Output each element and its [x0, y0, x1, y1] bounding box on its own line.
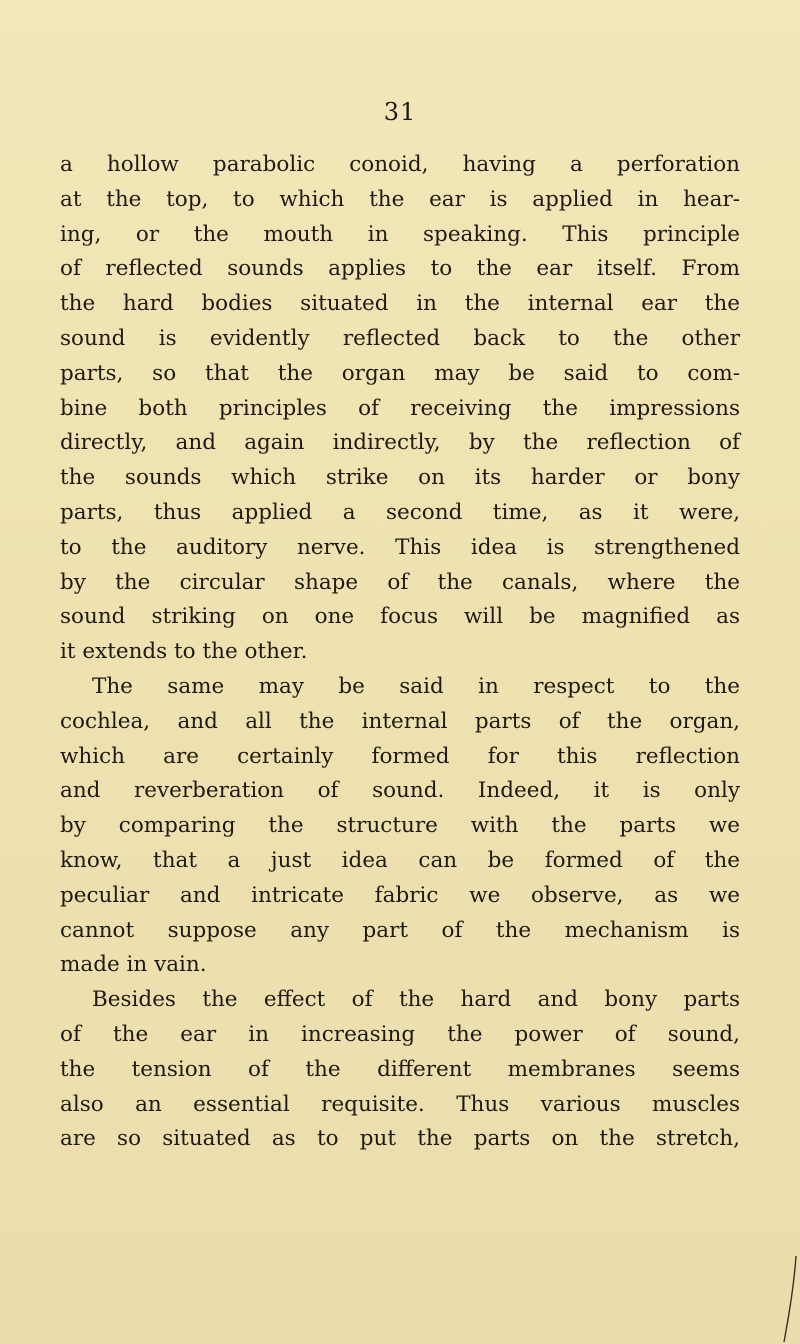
text-line: by comparing the structure with the parts we — [60, 813, 740, 839]
text-line: by the circular shape of the canals, where the — [60, 569, 740, 595]
paragraph-start-line: Besides the effect of the hard and bony parts — [92, 987, 740, 1013]
text-line: sound striking on one focus will be magnified as — [60, 604, 740, 630]
text-line: parts, thus applied a second time, as it were, — [60, 499, 740, 525]
text-line: cochlea, and all the internal parts of the organ, — [60, 708, 740, 734]
text-line: bine both principles of receiving the impressions — [60, 395, 740, 421]
pencil-mark-icon — [780, 1254, 800, 1344]
paragraph-start-line: The same may be said in respect to the — [92, 673, 740, 699]
text-line: to the auditory nerve. This idea is strengthened — [60, 534, 740, 560]
text-line: also an essential requisite. Thus various muscles — [60, 1091, 740, 1117]
text-line: and reverberation of sound. Indeed, it is only — [60, 778, 740, 804]
text-line: know, that a just idea can be formed of the — [60, 847, 740, 873]
text-line: cannot suppose any part of the mechanism is — [60, 917, 740, 943]
text-line: parts, so that the organ may be said to com- — [60, 360, 740, 386]
text-line: ing, or the mouth in speaking. This principle — [60, 221, 740, 247]
text-line: sound is evidently reflected back to the other — [60, 325, 740, 351]
text-line: are so situated as to put the parts on the stretch, — [60, 1126, 740, 1152]
text-line: directly, and again indirectly, by the reflection of — [60, 430, 740, 456]
text-line: a hollow parabolic conoid, having a perforation — [60, 152, 740, 177]
text-line: it extends to the other. — [60, 639, 308, 665]
text-line: the sounds which strike on its harder or bony — [60, 465, 740, 491]
text-line: at the top, to which the ear is applied in hear- — [60, 186, 740, 212]
text-line: peculiar and intricate fabric we observe, as we — [60, 882, 740, 908]
text-line: the tension of the different membranes seems — [60, 1056, 740, 1082]
text-line: made in vain. — [60, 952, 207, 978]
body-text — [60, 148, 740, 1157]
text-line: which are certainly formed for this reflection — [60, 743, 740, 769]
text-line: of reflected sounds applies to the ear itself. From — [60, 256, 740, 282]
text-line: of the ear in increasing the power of sound, — [60, 1021, 740, 1047]
text-line: the hard bodies situated in the internal ear the — [60, 291, 740, 317]
page-number: 31 — [383, 98, 417, 126]
